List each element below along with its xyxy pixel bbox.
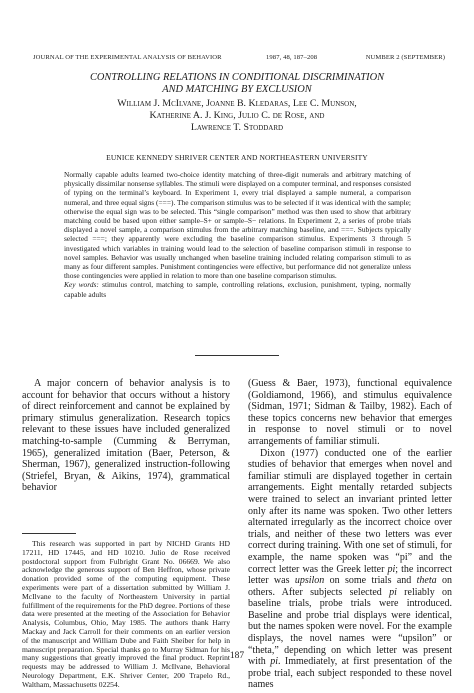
continued-paragraph: (Guess & Baer, 1973), functional equivalence (Goldiamond, 1966), and stimulus equivalence (Sidman, 1971; Sidman & Tailby, 1982). Each of these topics concerns new behavior that emerges in response to novel stimuli or to novel arrangements of familiar stimuli. (248, 378, 452, 447)
dixon-text-d: on others. After subjects selected (248, 575, 453, 598)
title-line-2: AND MATCHING BY EXCLUSION (162, 83, 312, 95)
pi-term: pi (270, 656, 278, 668)
keywords-label: Key words: (64, 280, 99, 290)
footnote: This research was supported in part by NICHD Grants HD 17211, HD 17445, and HD 10210. Julio de Rose received postdoctoral support from Fulbright Grant No. 06669. We also acknowledge the generous support of Ben Heffron, whose private donation provided some of the computing equipment. These experiments were part of a dissertation submitted by William J. McIlvane to the faculty of Northeastern University in partial fulfillment of the requirements for the PhD degree. Portions of these data were presented at the meeting of the Association for Behavior Analysis, Columbus, Ohio, May 1985. The authors thank Harry Mackay and Jack Carroll for their comments on an earlier version of the manuscript and William Dube and Faith Sheiber for help in manuscript preparation. Special thanks go to Murray Sidman for his many suggestions that greatly improved the final product. Reprint requests may be addressed to William J. McIlvane, Behavioral Neurology Department, E.K. Shriver Center, 200 Trapelo Rd., Waltham, Massachusetts 02254. (22, 539, 230, 689)
theta-term: theta (416, 575, 437, 587)
dixon-text-e: reliably on baseline trials, probe trials were introduced. Baseline and probe trial displays were identical, but the names spoken were novel. For the example displays, the novel names were “upsilon” or “theta,” depending on which letter was present with (248, 586, 453, 668)
dixon-text-a: Dixon (1977) conducted one of the earlier studies of behavior that emerges when novel and familiar stimuli are displayed together in certain arrangements. Eight mentally retarded subjects were trained to select an invariant printed letter only after its name was spoken. Two other letters alternated irregularly as the incorrect choice over trials, and neither of these two letters was ever correct during training. With one set of stimuli, for example, the name spoken was “pi” and the correct letter was the Greek letter (248, 447, 452, 575)
intro-paragraph: A major concern of behavior analysis is to account for behavior that occurs without a history of direct reinforcement and cannot be explained by primary stimulus generalization. Research topics relevant to these issues have included generalized matching-to-sample (Cumming & Berryman, 1965), generalized imitation (Baer, Peterson, & Sherman, 1967), generalized instruction-following (Striefel, Bryan, & Aikins, 1974), grammatical behavior (22, 378, 230, 494)
title-line-1: CONTROLLING RELATIONS IN CONDITIONAL DISCRIMINATION (89, 72, 385, 83)
abstract (64, 170, 411, 299)
issue-number: NUMBER 2 (SEPTEMBER) (365, 54, 445, 61)
section-divider (195, 355, 279, 356)
authors-line-1: William J. McIlvane, Joanne B. Kledaras, Lee C. Munson, (117, 98, 357, 109)
affiliation: EUNICE KENNEDY SHRIVER CENTER AND NORTHEASTERN UNIVERSITY (106, 153, 368, 162)
authors-line-2: Katherine A. J. King, Julio C. de Rose, and (149, 110, 325, 121)
dixon-text-c: on some trials and (324, 575, 417, 587)
dixon-text-b: ; the incorrect letter was (248, 563, 452, 587)
pi-term: pi (389, 586, 397, 598)
page-number: 187 (229, 651, 245, 661)
volume-info: 1987, 48, 187–208 (266, 54, 318, 61)
author-list (20, 98, 454, 134)
journal-name: JOURNAL OF THE EXPERIMENTAL ANALYSIS OF BEHAVIOR (33, 54, 222, 61)
article-title (20, 72, 454, 95)
authors-line-3: Lawrence T. Stoddard (190, 122, 284, 133)
pi-term: pi (387, 563, 396, 575)
body-column-left (22, 378, 230, 494)
upsilon-term: upsilon (294, 575, 325, 587)
dixon-text-f: . Immediately, at first presentation of the probe trial, each subject responded to these novel names (248, 656, 452, 691)
body-column-right (248, 378, 452, 691)
footnote-divider (22, 533, 76, 534)
keywords-text: stimulus control, matching to sample, controlling relations, exclusion, punishment, typing, normally capable adults (64, 280, 412, 299)
abstract-text: Normally capable adults learned two-choice identity matching of three-digit numerals and arbitrary matching of physically dissimilar nonsense syllables. The stimuli were displayed on a computer terminal, and responses consisted of typing on the terminal’s keyboard. In Experiment 1, every trial displayed a sample numeral, a comparison numeral, and three equal signs (===). The comparison stimulus was to be selected if it was identical with the sample; otherwise the equal sign was to be selected. This “single comparison” method was then used to show that arbitrary matching could be based upon either sample–S+ or sample–S− relations. In Experiment 2, a series of probe trials displayed a novel sample, a comparison stimulus from the arbitrary matching baseline, and ===. Subjects typically selected ===; they apparently were excluding the baseline comparison stimulus. Experiments 3 through 5 investigated which variables in training would lead to the selection of baseline comparison stimuli in response to novel samples. Behavior was usually unchanged when baseline training included relating comparison stimuli to as many as four different samples. Punishment contingencies were effective, but performance did not generalize unless those contingencies were applied in relation to more than one baseline comparison stimulus. (64, 170, 411, 281)
keywords (64, 280, 411, 298)
